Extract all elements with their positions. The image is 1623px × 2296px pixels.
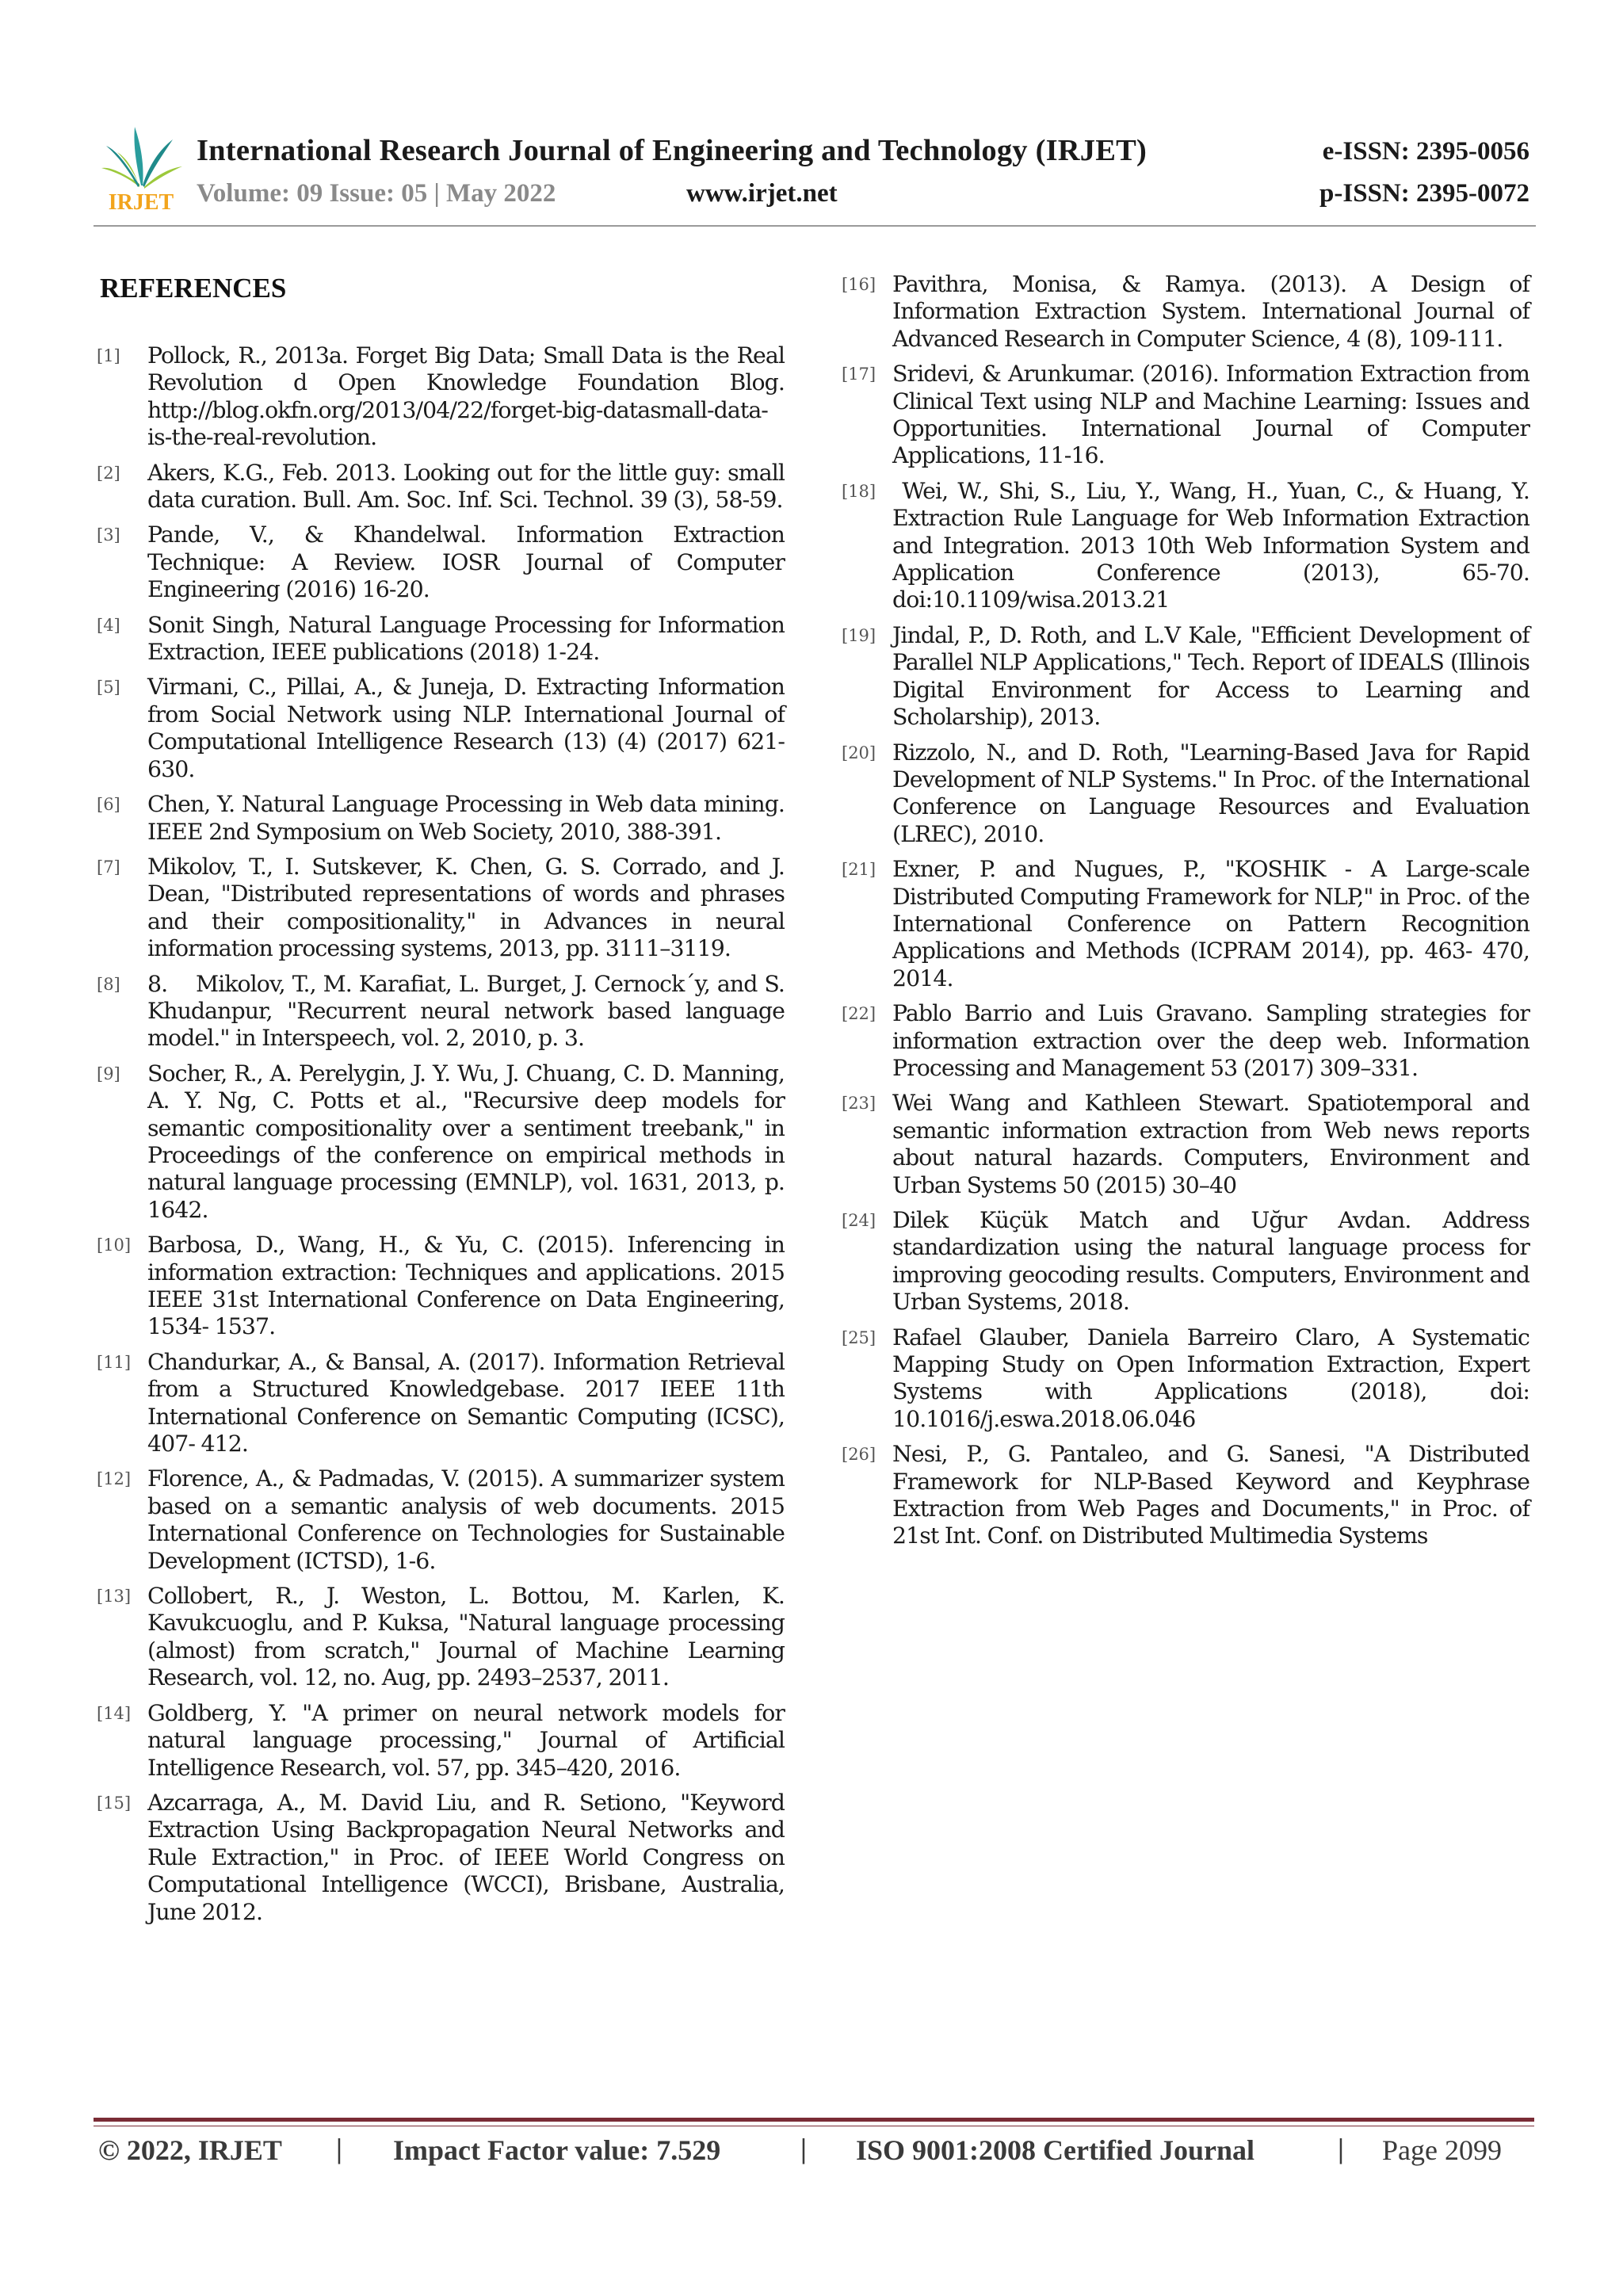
reference-item xyxy=(97,1583,785,1692)
footer-copyright: © 2022, IRJET xyxy=(98,2134,282,2166)
reference-item xyxy=(842,622,1529,732)
reference-number: [20] xyxy=(842,743,876,762)
reference-number: [6] xyxy=(97,795,120,815)
volume-info: Volume: 09 Issue: 05 | May 2022 xyxy=(197,179,556,208)
reference-number: [5] xyxy=(97,678,120,697)
header-divider xyxy=(94,225,1536,227)
reference-item xyxy=(97,342,785,452)
footer-impact-factor: Impact Factor value: 7.529 xyxy=(393,2134,721,2166)
reference-item xyxy=(97,791,785,846)
references-right-column xyxy=(842,271,1529,1558)
reference-number: [11] xyxy=(97,1352,132,1372)
reference-item xyxy=(842,271,1529,353)
reference-text: Rizzolo, N., and D. Roth, "Learning-Based Java for Rapid Development of NLP Systems." In Proc. of the International Conference on Language Resources and Evaluation (LREC), 2010. xyxy=(892,739,1529,847)
reference-text: Sridevi, & Arunkumar. (2016). Information Extraction from Clinical Text using NLP and Machine Learning: Issues and Opportunities. International Journal of Computer Applications, 11-16. xyxy=(892,361,1529,469)
reference-text: Jindal, P., D. Roth, and L.V Kale, "Efficient Development of Parallel NLP Applications," Tech. Report of IDEALS (Illinois Digital Environment for Access to Learning and Scholarship), 2013. xyxy=(892,621,1529,731)
reference-number: [21] xyxy=(842,860,876,880)
reference-text: Exner, P. and Nugues, P., "KOSHIK - A Large-scale Distributed Computing Framework for NLP," in Proc. of the International Conference on Pattern Recognition Applications and Methods (ICPRAM 2014), pp. 463- 470, 2014. xyxy=(892,856,1529,991)
reference-number: [19] xyxy=(842,625,876,645)
footer-iso: ISO 9001:2008 Certified Journal xyxy=(856,2134,1254,2166)
reference-item xyxy=(842,739,1529,849)
reference-number: [13] xyxy=(97,1587,132,1606)
reference-text: Sonit Singh, Natural Language Processing for Information Extraction, IEEE publications (2018) 1-24. xyxy=(147,611,785,666)
journal-title: International Research Journal of Engineering and Technology (IRJET) xyxy=(197,134,1148,167)
journal-logo xyxy=(94,119,189,214)
reference-item xyxy=(842,1207,1529,1316)
reference-text: Pollock, R., 2013a. Forget Big Data; Small Data is the Real Revolution d Open Knowledge Foundation Blog. http://blog.okfn.org/2013/04/22/forget-big-datasmall-data-is-the-real-revolution. xyxy=(147,342,785,451)
reference-number: [26] xyxy=(842,1445,876,1465)
reference-number: [16] xyxy=(842,275,876,294)
reference-text: Chandurkar, A., & Bansal, A. (2017). Information Retrieval from a Structured Knowledgebase. 2017 IEEE 11th International Conference on Semantic Computing (ICSC), 407- 412. xyxy=(147,1348,785,1457)
reference-text: Pande, V., & Khandelwal. Information Extraction Technique: A Review. IOSR Journal of Computer Engineering (2016) 16-20. xyxy=(147,521,785,603)
references-heading: REFERENCES xyxy=(100,273,287,304)
p-issn: p-ISSN: 2395-0072 xyxy=(1319,179,1529,208)
reference-number: [25] xyxy=(842,1328,876,1347)
reference-number: [2] xyxy=(97,463,120,483)
reference-number: [10] xyxy=(97,1236,132,1255)
reference-number: [18] xyxy=(842,481,876,501)
reference-text: Rafael Glauber, Daniela Barreiro Claro, A Systematic Mapping Study on Open Information Extraction, Expert Systems with Applications (2018), doi: 10.1016/j.eswa.2018.06.046 xyxy=(892,1324,1529,1432)
reference-item xyxy=(97,1349,785,1458)
reference-item xyxy=(97,971,785,1052)
reference-item xyxy=(842,1324,1529,1434)
website-link[interactable]: www.irjet.net xyxy=(686,179,838,208)
reference-text: Chen, Y. Natural Language Processing in Web data mining. IEEE 2nd Symposium on Web Society, 2010, 388-391. xyxy=(147,791,785,845)
reference-number: [23] xyxy=(842,1094,876,1114)
reference-item xyxy=(97,1700,785,1782)
reference-text: Collobert, R., J. Weston, L. Bottou, M. Karlen, K. Kavukcuoglu, and P. Kuksa, "Natural language processing (almost) from scratch," Journal of Machine Learning Research, vol. 12, no. Aug, pp. 2493–2537, 2011. xyxy=(147,1583,785,1691)
reference-text: Wei Wang and Kathleen Stewart. Spatiotemporal and semantic information extraction from Web news reports about natural hazards. Computers, Environment and Urban Systems 50 (2015) 30–40 xyxy=(892,1090,1529,1198)
reference-item xyxy=(97,1790,785,1926)
reference-item xyxy=(97,1060,785,1224)
reference-text: Nesi, P., G. Pantaleo, and G. Sanesi, "A Distributed Framework for NLP-Based Keyword and Keyphrase Extraction from Web Pages and Documents," in Proc. of 21st Int. Conf. on Distributed Multimedia Systems xyxy=(892,1441,1529,1549)
reference-item xyxy=(842,361,1529,470)
logo-text: IRJET xyxy=(108,190,174,214)
references-left-column xyxy=(97,342,785,1934)
footer-separator: | xyxy=(1338,2133,1344,2164)
reference-text: Virmani, C., Pillai, A., & Juneja, D. Extracting Information from Social Network using NLP. International Journal of Computational Intelligence Research (13) (4) (2017) 621-630. xyxy=(147,674,785,782)
footer-page-number: Page 2099 xyxy=(1382,2134,1502,2166)
reference-number: [9] xyxy=(97,1064,120,1083)
reference-number: [1] xyxy=(97,346,120,365)
reference-item xyxy=(842,478,1529,614)
reference-number: [17] xyxy=(842,365,876,384)
reference-text: Pablo Barrio and Luis Gravano. Sampling strategies for information extraction over the deep web. Information Processing and Management 53 (2017) 309–331. xyxy=(892,1000,1529,1081)
reference-item xyxy=(97,460,785,514)
reference-number: [14] xyxy=(97,1703,132,1723)
reference-text: Goldberg, Y. "A primer on neural network models for natural language processing," Journal of Artificial Intelligence Research, vol. 57, pp. 345–420, 2016. xyxy=(147,1699,785,1781)
reference-number: [15] xyxy=(97,1793,132,1813)
irjet-logo-icon xyxy=(94,119,189,214)
reference-number: [4] xyxy=(97,615,120,635)
reference-item xyxy=(97,1232,785,1341)
reference-text: Barbosa, D., Wang, H., & Yu, C. (2015). Inferencing in information extraction: Techniques and applications. 2015 IEEE 31st International Conference on Data Engineering, 1534- 1537. xyxy=(147,1232,785,1340)
reference-text: Pavithra, Monisa, & Ramya. (2013). A Design of Information Extraction System. International Journal of Advanced Research in Computer Science, 4 (8), 109-111. xyxy=(892,271,1529,352)
reference-item xyxy=(842,1090,1529,1199)
reference-number: [7] xyxy=(97,857,120,877)
reference-number: [22] xyxy=(842,1004,876,1024)
footer-separator: | xyxy=(800,2133,807,2164)
reference-number: [12] xyxy=(97,1469,132,1489)
reference-item xyxy=(97,854,785,963)
reference-item xyxy=(97,612,785,667)
reference-text: Mikolov, T., I. Sutskever, K. Chen, G. S. Corrado, and J. Dean, "Distributed representations of words and phrases and their compositionality," in Advances in neural information processing systems, 2013, pp. 3111–3119. xyxy=(147,853,785,962)
reference-text: Wei, W., Shi, S., Liu, Y., Wang, H., Yuan, C., & Huang, Y. Extraction Rule Language for Web Information Extraction and Integration. 2013 10th Web Information System and Application Conference (2013), 65-70. doi:10.1109/wisa.2013.21 xyxy=(892,477,1529,613)
reference-number: [3] xyxy=(97,525,120,545)
reference-text: Florence, A., & Padmadas, V. (2015). A summarizer system based on a semantic analysis of web documents. 2015 International Conference on Technologies for Sustainable Development (ICTSD), 1-6. xyxy=(147,1465,785,1574)
reference-item xyxy=(97,674,785,783)
reference-number: [24] xyxy=(842,1211,876,1230)
reference-item xyxy=(842,1441,1529,1550)
reference-item xyxy=(842,1000,1529,1082)
reference-text: Akers, K.G., Feb. 2013. Looking out for the little guy: small data curation. Bull. Am. Soc. Inf. Sci. Technol. 39 (3), 58-59. xyxy=(147,459,785,514)
reference-text: 8. Mikolov, T., M. Karafiat, L. Burget, J. Cernock´y, and S. Khudanpur, "Recurrent neural network based language model." in Interspeech, vol. 2, 2010, p. 3. xyxy=(147,970,785,1052)
reference-item xyxy=(97,521,785,603)
e-issn: e-ISSN: 2395-0056 xyxy=(1322,137,1529,166)
reference-text: Dilek Küçük Match and Uğur Avdan. Address standardization using the natural language process for improving geocoding results. Computers, Environment and Urban Systems, 2018. xyxy=(892,1207,1529,1316)
footer-separator: | xyxy=(336,2133,342,2164)
footer-divider-thick xyxy=(94,2118,1534,2122)
reference-text: Azcarraga, A., M. David Liu, and R. Setiono, "Keyword Extraction Using Backpropagation Neural Networks and Rule Extraction," in Proc. of IEEE World Congress on Computational Intelligence (WCCI), Brisbane, Australia, June 2012. xyxy=(147,1789,785,1925)
reference-item xyxy=(97,1465,785,1575)
reference-item xyxy=(842,856,1529,992)
reference-number: [8] xyxy=(97,974,120,994)
reference-text: Socher, R., A. Perelygin, J. Y. Wu, J. Chuang, C. D. Manning, A. Y. Ng, C. Potts et al., "Recursive deep models for semantic compositionality over a sentiment treebank," in Proceedings of the conference on empirical methods in natural language processing (EMNLP), vol. 1631, 2013, p. 1642. xyxy=(147,1060,785,1223)
